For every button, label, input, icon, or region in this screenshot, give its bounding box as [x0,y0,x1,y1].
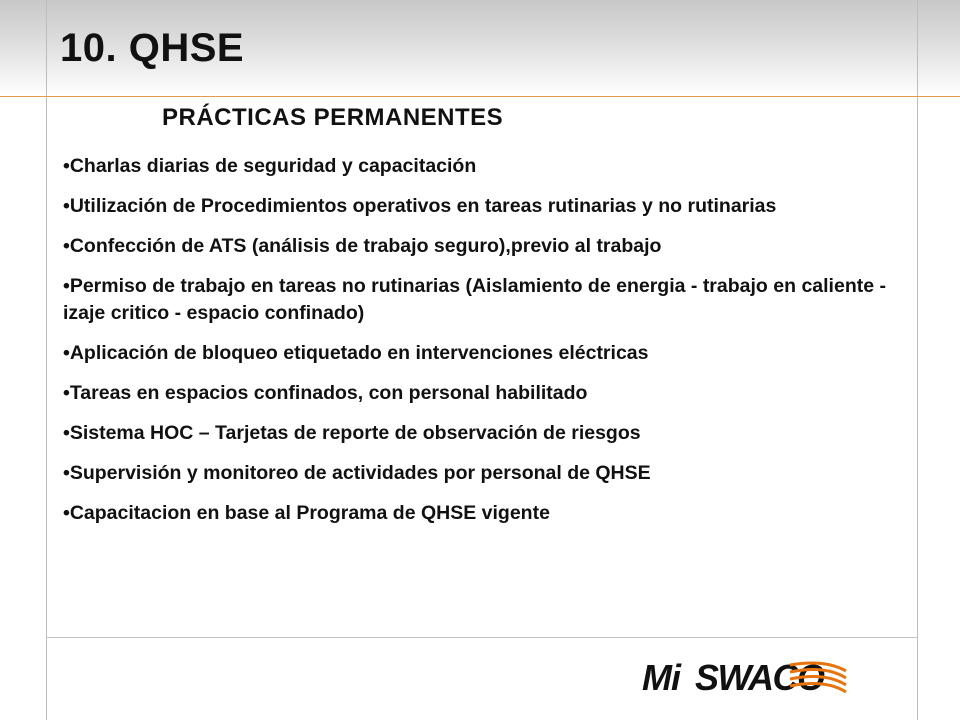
bullet-text: Sistema HOC – Tarjetas de reporte de observación de riesgos [69,422,641,444]
header-accent-line [0,96,960,97]
mi-swaco-logo [640,655,850,700]
bullet-text: Aplicación de bloqueo etiquetado en intervenciones eléctricas [69,342,649,364]
bullet-glyph: • [63,195,70,217]
slide-title: 10. QHSE [60,26,245,70]
bullet-text: Permiso de trabajo en tareas no rutinarias (Aislamiento de energia - trabajo en caliente - izaje critico - espacio confinado) [63,275,886,324]
svg-text:Mi: Mi [642,657,680,698]
bullet-list [63,153,886,540]
bullet-item [63,380,886,407]
left-margin-line [46,0,47,720]
bullet-glyph: • [63,382,70,404]
bullet-item [63,420,886,447]
bullet-text: Utilización de Procedimientos operativos en tareas rutinarias y no rutinarias [69,195,777,217]
bullet-glyph: • [63,502,70,524]
bullet-glyph: • [63,342,70,364]
bullet-item [63,233,886,260]
bullet-item [63,500,886,527]
bullet-glyph: • [63,155,70,177]
bullet-text: Charlas diarias de seguridad y capacitación [69,155,477,177]
footer-divider [46,637,918,638]
bullet-glyph: • [63,462,70,484]
bullet-text: Confección de ATS (análisis de trabajo seguro),previo al trabajo [69,235,662,257]
bullet-item [63,273,886,327]
right-margin-line [917,0,918,720]
bullet-glyph: • [63,235,70,257]
bullet-glyph: • [63,422,70,444]
bullet-item [63,153,886,180]
bullet-text: Supervisión y monitoreo de actividades por personal de QHSE [69,462,651,484]
svg-text:SWACO: SWACO [695,657,824,698]
bullet-item [63,340,886,367]
bullet-text: Capacitacion en base al Programa de QHSE vigente [69,502,550,524]
bullet-text: Tareas en espacios confinados, con personal habilitado [69,382,588,404]
bullet-item [63,193,886,220]
section-heading: PRÁCTICAS PERMANENTES [162,104,504,131]
bullet-glyph: • [63,275,70,297]
bullet-item [63,460,886,487]
